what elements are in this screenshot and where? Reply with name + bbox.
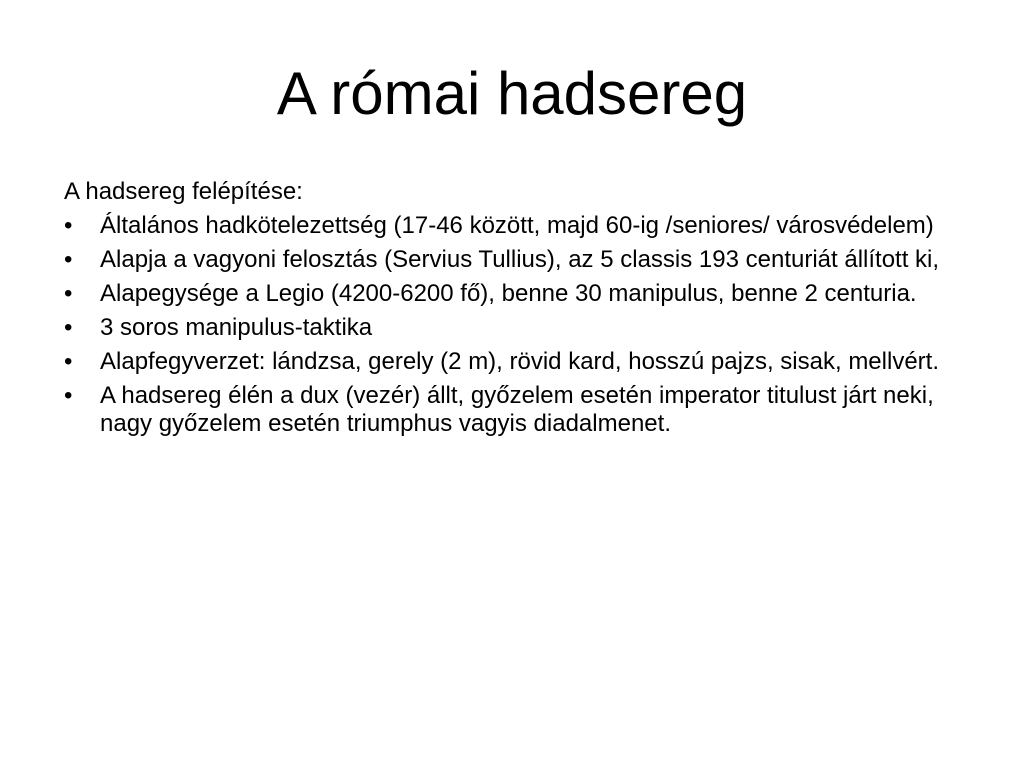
bullet-item [64, 246, 964, 274]
slide-title: A római hadsereg [276, 60, 748, 127]
bullet-item [64, 212, 964, 240]
bullet-icon: • [64, 314, 73, 341]
bullet-text: Alapja a vagyoni felosztás (Servius Tullius), az 5 classis 193 centuriát állított ki, [100, 246, 940, 273]
bullet-text: A hadsereg élén a dux (vezér) állt, győzelem esetén imperator titulust járt neki, nagy győzelem esetén triumphus vagyis diadalmenet. [100, 382, 934, 437]
bullet-icon: • [64, 212, 73, 239]
bullet-icon: • [64, 382, 73, 409]
bullet-text: Alapegysége a Legio (4200-6200 fő), benne 30 manipulus, benne 2 centuria. [100, 280, 917, 307]
bullet-icon: • [64, 246, 73, 273]
bullet-list [64, 212, 964, 438]
bullet-item [64, 314, 964, 342]
slide-content [64, 178, 964, 444]
bullet-icon: • [64, 348, 73, 375]
bullet-text: Általános hadkötelezettség (17-46 között, majd 60-ig /seniores/ városvédelem) [100, 212, 934, 239]
bullet-text: Alapfegyverzet: lándzsa, gerely (2 m), rövid kard, hosszú pajzs, sisak, mellvért. [100, 348, 939, 375]
bullet-icon: • [64, 280, 73, 307]
intro-text: A hadsereg felépítése: [64, 178, 303, 205]
bullet-item [64, 382, 964, 438]
bullet-text: 3 soros manipulus-taktika [100, 314, 373, 341]
bullet-item [64, 348, 964, 376]
bullet-item [64, 280, 964, 308]
